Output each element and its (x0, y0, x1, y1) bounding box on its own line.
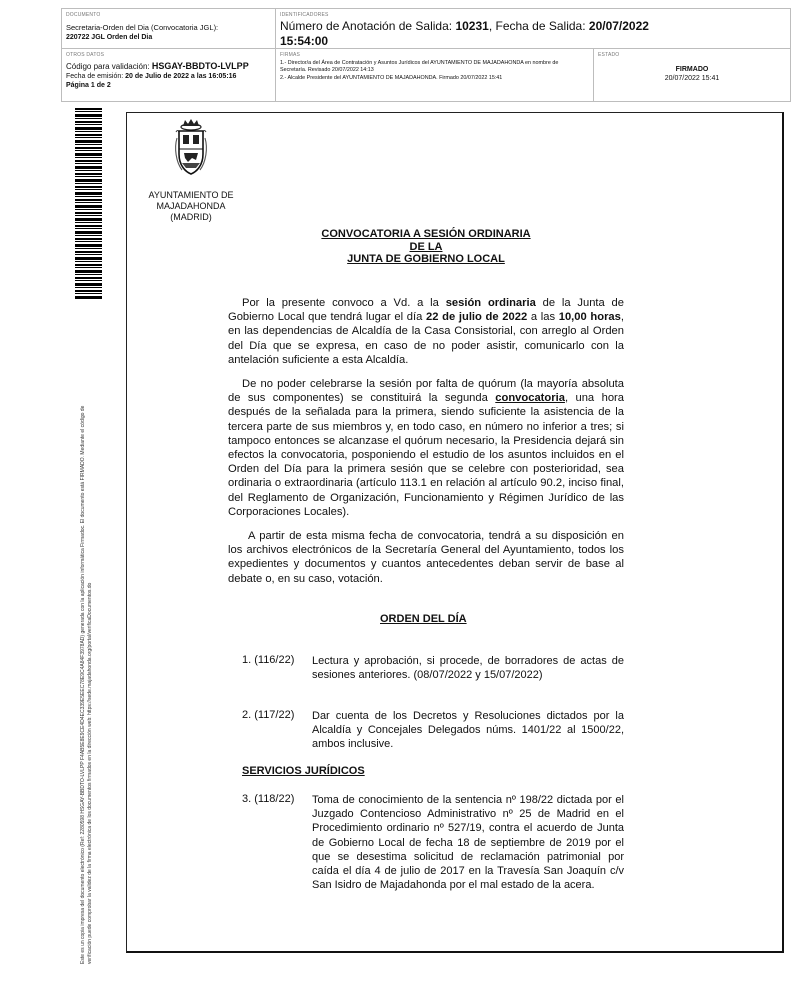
status-tag: ESTADO (598, 52, 620, 58)
signature-header-box (61, 8, 791, 102)
emission-date (66, 73, 236, 80)
signature-line-2: Secretaría. Revisado 20/07/2022 14:13 (280, 67, 374, 73)
agenda-item-text: Dar cuenta de los Decretos y Resoluciones dictados por la Alcaldía y Concejales Delegados núms. 1401/22 al 1500/22, ambos inclusive. (312, 710, 624, 751)
exit-date-label: , Fecha de Salida: (488, 19, 589, 33)
title-line-2: DE LA (409, 240, 443, 253)
signatures-tag: FIRMAS (280, 52, 301, 58)
document-subname: 220722 JGL Orden del Dia (66, 34, 153, 41)
signatures-cell (276, 49, 594, 101)
agenda-heading: ORDEN DEL DÍA (380, 613, 467, 625)
identifiers-tag: IDENTIFICADORES (280, 12, 329, 18)
council-line-2: MAJADAHONDA (156, 201, 226, 211)
validation-code-label: Código para validación: (66, 62, 152, 71)
exit-time: 15:54:00 (280, 33, 329, 48)
emission-date-value: 20 de Julio de 2022 a las 16:05:16 (125, 73, 237, 80)
coat-of-arms-icon (174, 118, 208, 184)
other-data-tag: OTROS DATOS (66, 52, 105, 58)
p1-text-e: a las (527, 311, 559, 324)
status-cell (594, 49, 790, 101)
exit-number: 10231 (455, 19, 489, 33)
title-line-3: JUNTA DE GOBIERNO LOCAL (347, 253, 505, 265)
p2-second-call: convocatoria (495, 392, 565, 405)
identifiers-cell (276, 9, 790, 49)
availability-paragraph: A partir de esta misma fecha de convocatoria, tendrá a su disposición en los archivos electrónicos de la Secretaría General del Ayuntamiento, todos los expedientes y documentos y cuantos antecedentes deban servir de base al debate o, en su caso, votación. (228, 530, 624, 585)
validation-code-value[interactable]: HSGAY-BBDTO-LVLPP (151, 61, 249, 71)
verification-side-text (80, 299, 93, 964)
document-name: Secretaria-Orden del Dia (Convocatoria JGL): (66, 23, 219, 32)
signature-line-1: 1.- Director/a del Área de Contratación y Asuntos Jurídicos del AYUNTAMIENTO DE MAJADAHONDA en nombre de (280, 60, 559, 66)
document-cell (62, 9, 276, 49)
p1-text-c: de la Junta de Gobierno Local que tendrá lugar el día (228, 297, 625, 324)
agenda-item-text: Lectura y aprobación, si procede, de borradores de actas de sesiones anteriores. (08/07/2022 y 15/07/2022) (312, 655, 624, 682)
side-text-line-2[interactable]: verificación puede comprobar la validez de la firma electrónica de los documentos firmados en la dirección web: https://sede.majadahonda.org/portal/verificaDocumentos.do (86, 582, 93, 964)
council-name (140, 190, 242, 223)
section-heading-legal: SERVICIOS JURÍDICOS (242, 765, 365, 777)
agenda-item-number: 3. (118/22) (242, 793, 295, 805)
p1-session-type: sesión ordinaria (445, 297, 536, 309)
page-indicator: Página 1 de 2 (66, 82, 111, 89)
emission-date-label: Fecha de emisión: (66, 73, 126, 80)
agenda-item-number: 2. (117/22) (242, 709, 295, 721)
barcode (75, 108, 102, 300)
signature-line-3: 2.- Alcalde Presidente del AYUNTAMIENTO DE MAJADAHONDA. Firmado 20/07/2022 15:41 (280, 75, 503, 81)
p1-session-time: 10,00 horas (558, 311, 621, 324)
document-title (288, 228, 564, 266)
title-line-1: CONVOCATORIA A SESIÓN ORDINARIA (321, 228, 531, 240)
convocation-paragraph (228, 296, 624, 367)
status-date: 20/07/2022 15:41 (664, 75, 720, 82)
status-badge: FIRMADO (675, 66, 709, 73)
p1-text-g: , en las dependencias de Alcaldía de la Casa Consistorial, con arreglo al Orden del Día que se expresa, en caso de no poder asistir, comunicarlo con la antelación suficiente a esta Alcaldía. (228, 311, 624, 366)
validation-code (66, 61, 249, 71)
p2-text-c: , una hora después de la señalada para la primera, siendo suficiente la asistencia de la tercera parte de sus miembros y, en todo caso, en número no inferior a tres; si tampoco entonces se alcanzase el quórum necesario, la Presidencia dejará sin efectos la convocatoria, posponiendo el estudio de los asuntos incluidos en el Orden del Día para la primera sesión que se celebre con posterioridad, sea ordinaria o extraordinaria (artículo 113.1 en relación al artículo 90.2, inciso final, del Reglamento de Organización, Funcionamiento y Régimen Jurídico de las Corporaciones Locales). (228, 392, 624, 518)
document-tag: DOCUMENTO (66, 12, 101, 18)
p1-text-a: Por la presente convoco a Vd. a la (242, 297, 446, 309)
quorum-paragraph (228, 377, 624, 519)
p2-text-a: De no poder celebrarse la sesión por falta de quórum (la mayoría absoluta de sus componentes) se constituirá la segunda (228, 378, 624, 405)
agenda-item-text: Toma de conocimiento de la sentencia nº 198/22 dictada por el Juzgado Contencioso Administrativo nº 25 de Madrid en el Procedimiento ordinario nº 527/19, contra el acuerdo de Junta de Gobierno Local de fecha 18 de septiembre de 2019 por el que se desestima solicitud de reclamación patrimonial por caída el día 4 de julio de 2017 en la Travesía San Joaquín c/v San Isidro de Majadahonda por el mal estado de la acera. (312, 794, 624, 892)
other-data-cell (62, 49, 276, 101)
exit-number-label: Número de Anotación de Salida: (280, 19, 456, 33)
side-text-line-1: Este es un copia impresa del documento electrónico (Ref: 2280598 HSGAY-BBDTO-LVLPP F4AB5E8E9CE4D4EC339E5EEC78E9C4A84F3978AD) generada con la aplicación informática Firmadoc. El documento está FIRMADO. Mediante el código de (80, 405, 86, 964)
council-line-1: AYUNTAMIENTO DE (148, 190, 234, 200)
exit-date: 20/07/2022 (588, 19, 649, 33)
p1-session-date: 22 de julio de 2022 (426, 311, 528, 324)
agenda-item-number: 1. (116/22) (242, 654, 295, 666)
exit-registration (280, 19, 760, 48)
council-line-3: (MADRID) (170, 212, 212, 222)
